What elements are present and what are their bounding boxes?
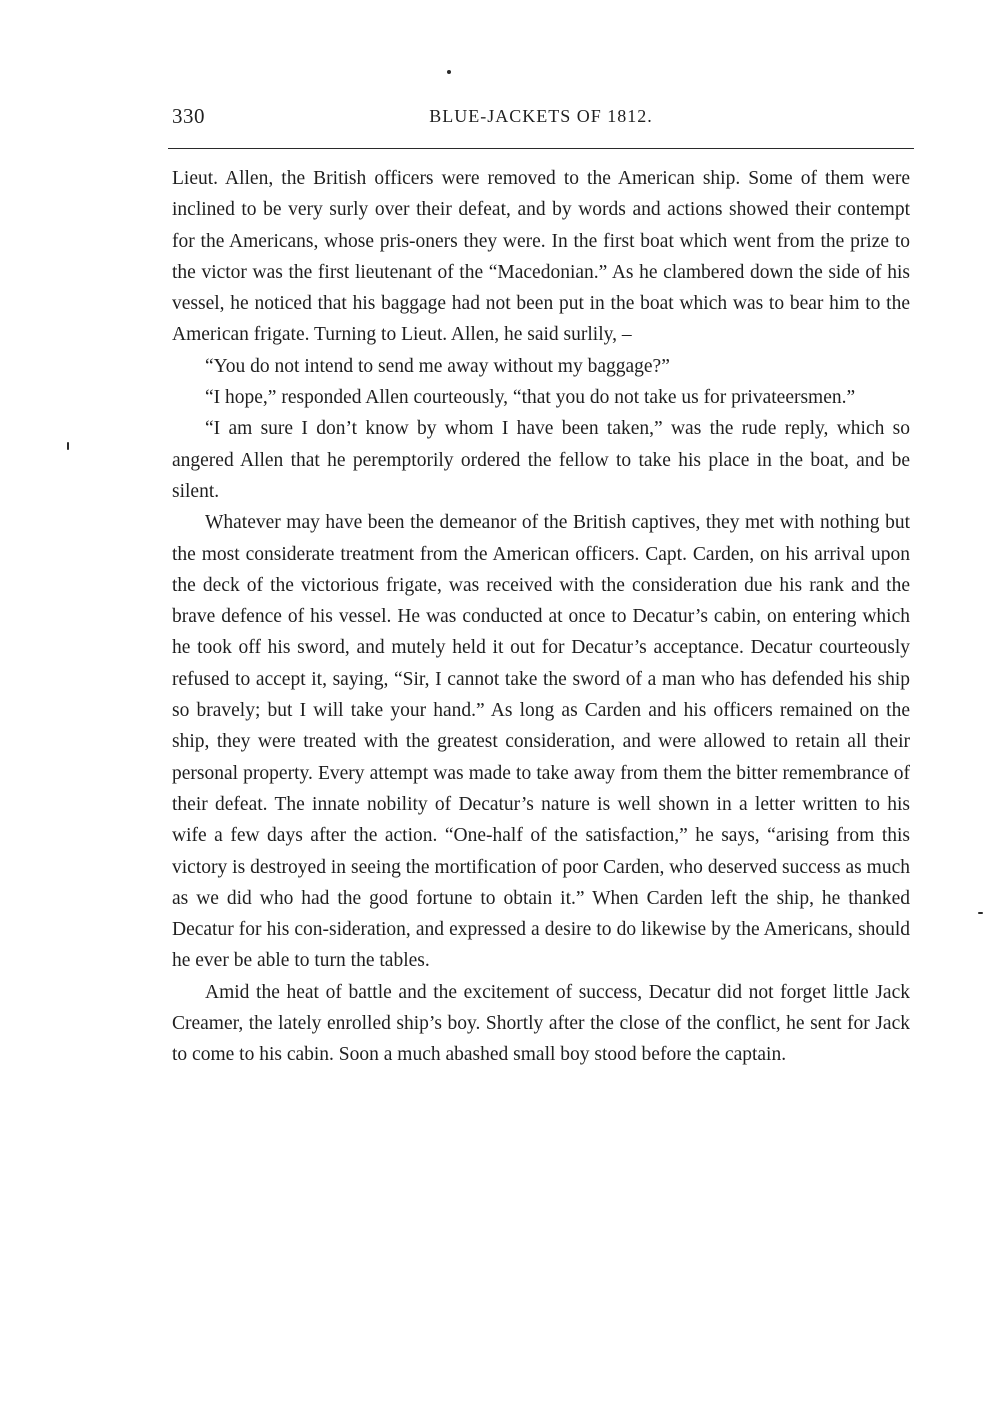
page-number: 330: [172, 104, 205, 128]
paragraph: “I am sure I don’t know by whom I have been taken,” was the rude reply, which so angered Allen that he peremptorily ordered the fellow to take his place in the boat, and be silent.: [172, 418, 910, 502]
paragraph: “I hope,” responded Allen courteously, “that you do not take us for privateersmen.”: [205, 387, 856, 409]
body-text: [172, 163, 910, 1071]
paragraph: Lieut. Allen, the British officers were removed to the American ship. Some of them were inclined to be very surly over their defeat, and by words and actions showed their contempt for the Americans, whose pris-oners they were. In the first boat which went from the prize to the victor was the first lieutenant of the “Macedonian.” As he clambered down the side of his vessel, he noticed that his baggage had not been put in the boat which was to bear him to the American frigate. Turning to Lieut. Allen, he said surlily, –: [172, 168, 910, 346]
header-rule: [168, 148, 914, 149]
ink-speck: [67, 442, 69, 450]
paragraph: “You do not intend to send me away without my baggage?”: [205, 355, 670, 377]
paragraph: Whatever may have been the demeanor of the British captives, they met with nothing but the most considerate treatment from the American officers. Capt. Carden, on his arrival upon the deck of the victorious frigate, was received with the consideration due his rank and the brave defence of his vessel. He was conducted at once to Decatur’s cabin, on entering which he took off his sword, and mutely held it out for Decatur’s acceptance. Decatur courteously refused to accept it, saying, “Sir, I cannot take the sword of a man who has defended his ship so bravely; but I will take your hand.” As long as Carden and his officers remained on the ship, they were treated with the greatest consideration, and were allowed to retain all their personal property. Every attempt was made to take away from them the bitter remembrance of their defeat. The innate nobility of Decatur’s nature is well shown in a letter written to his wife a few days after the action. “One-half of the satisfaction,” he says, “arising from this victory is destroyed in seeing the mortification of poor Carden, who deserved success as much as we did who had the good fortune to obtain it.” When Carden left the ship, he thanked Decatur for his con-sideration, and expressed a desire to do likewise by the Americans, should he ever be able to turn the tables.: [172, 512, 910, 972]
ink-speck: [978, 912, 983, 914]
ink-speck: [447, 70, 451, 74]
page-header: [172, 104, 910, 134]
paragraph: Amid the heat of battle and the excitement of success, Decatur did not forget little Jack Creamer, the lately enrolled ship’s boy. Shortly after the close of the conflict, he sent for Jack to come to his cabin. Soon a much abashed small boy stood before the captain.: [172, 981, 910, 1066]
running-title: BLUE-JACKETS OF 1812.: [429, 106, 653, 126]
